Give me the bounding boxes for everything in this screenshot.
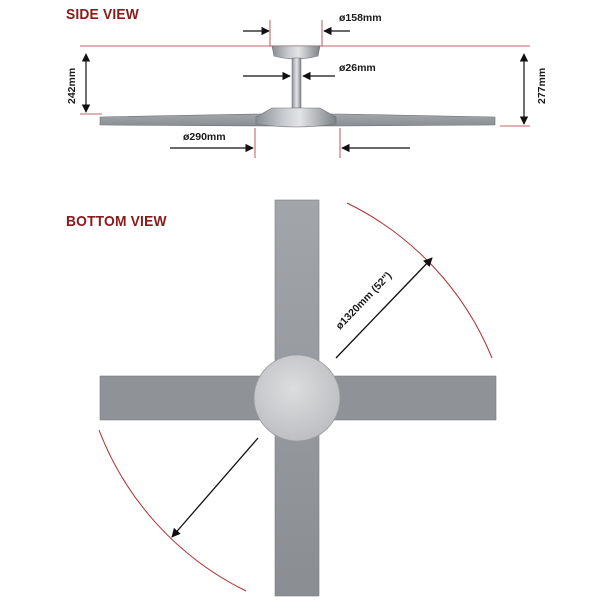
bottom-view-drawing xyxy=(99,200,496,596)
canopy-diameter-label: ø158mm xyxy=(339,12,382,24)
sweep-arrow-lower xyxy=(172,438,258,537)
motor-diameter-label: ø290mm xyxy=(183,131,226,143)
sweep-diameter-label: ø1320mm (52") xyxy=(333,269,395,333)
side-motor-housing xyxy=(256,108,336,127)
side-canopy xyxy=(272,46,320,59)
downrod-diameter-label: ø26mm xyxy=(339,62,376,74)
height-right-label: 277mm xyxy=(536,67,548,104)
height-left-label: 242mm xyxy=(66,67,78,104)
side-view-title: SIDE VIEW xyxy=(66,6,139,23)
sweep-arc-upper xyxy=(347,203,492,358)
side-view-drawing xyxy=(66,12,548,158)
motor-hub xyxy=(254,355,340,441)
sweep-arc-lower xyxy=(99,430,246,591)
bottom-view-title: BOTTOM VIEW xyxy=(66,213,167,230)
side-downrod xyxy=(292,58,301,108)
